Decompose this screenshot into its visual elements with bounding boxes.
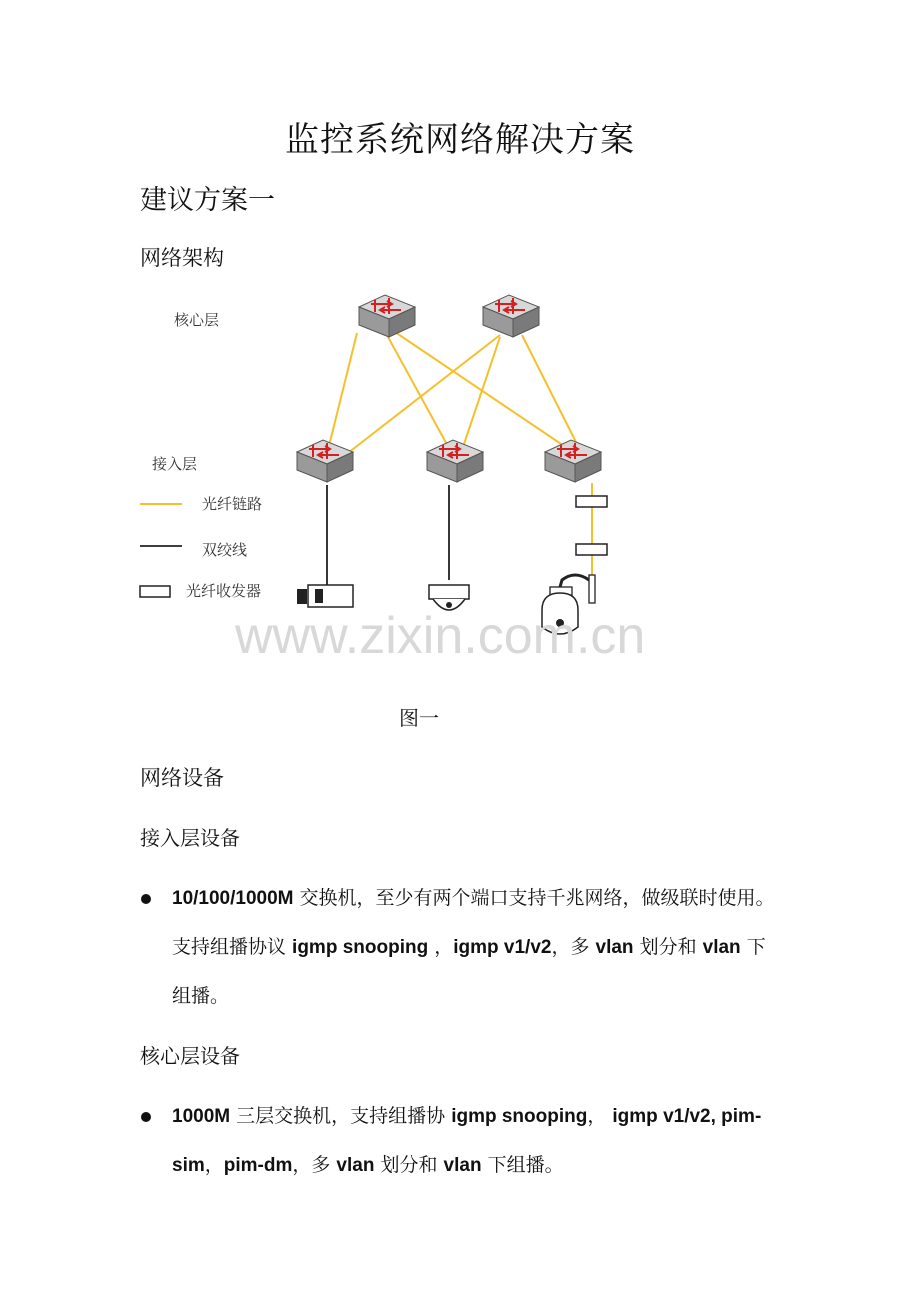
bullet-icon xyxy=(141,1112,151,1122)
section-heading: 建议方案一 xyxy=(140,185,275,216)
figure-caption: 图一 xyxy=(399,706,439,730)
access-switch-3-icon xyxy=(545,440,601,482)
core-switch-1-icon xyxy=(359,295,415,337)
watermark: www.zixin.com.cn xyxy=(235,607,646,665)
fiber-transceiver-icon xyxy=(576,496,607,507)
network-devices-heading: 网络设备 xyxy=(140,766,224,790)
core-device-heading: 核心层设备 xyxy=(140,1044,240,1068)
core-switch-2-icon xyxy=(483,295,539,337)
core-layer-label: 核心层 xyxy=(174,311,220,329)
bullet-camera-icon xyxy=(297,585,353,607)
bullet-icon xyxy=(141,894,151,904)
access-switch-2-icon xyxy=(427,440,483,482)
legend-fiber-label: 光纤链路 xyxy=(202,495,263,513)
network-architecture-heading: 网络架构 xyxy=(140,246,224,270)
access-layer-label: 接入层 xyxy=(152,455,198,473)
fiber-transceiver-icon xyxy=(576,544,607,555)
legend-transceiver-swatch xyxy=(140,586,170,597)
access-device-heading: 接入层设备 xyxy=(140,826,240,850)
network-diagram xyxy=(130,285,730,675)
core-device-description: 1000M 三层交换机，支持组播协 igmp snooping， igmp v1/v2, pim-sim，pim-dm，多 vlan 划分和 vlan 下组播。 xyxy=(172,1105,762,1176)
access-device-description: 10/100/1000M 交换机，至少有两个端口支持千兆网络，做级联时使用。支持组播协议 igmp snooping ，igmp v1/v2，多 vlan 划分和 vlan 下组播。 xyxy=(172,887,775,1007)
legend-twisted-pair-label: 双绞线 xyxy=(202,541,248,559)
page-title: 监控系统网络解决方案 xyxy=(285,120,635,160)
legend-transceiver-label: 光纤收发器 xyxy=(186,582,262,600)
twisted-pair-links xyxy=(327,485,449,585)
access-switch-1-icon xyxy=(297,440,353,482)
